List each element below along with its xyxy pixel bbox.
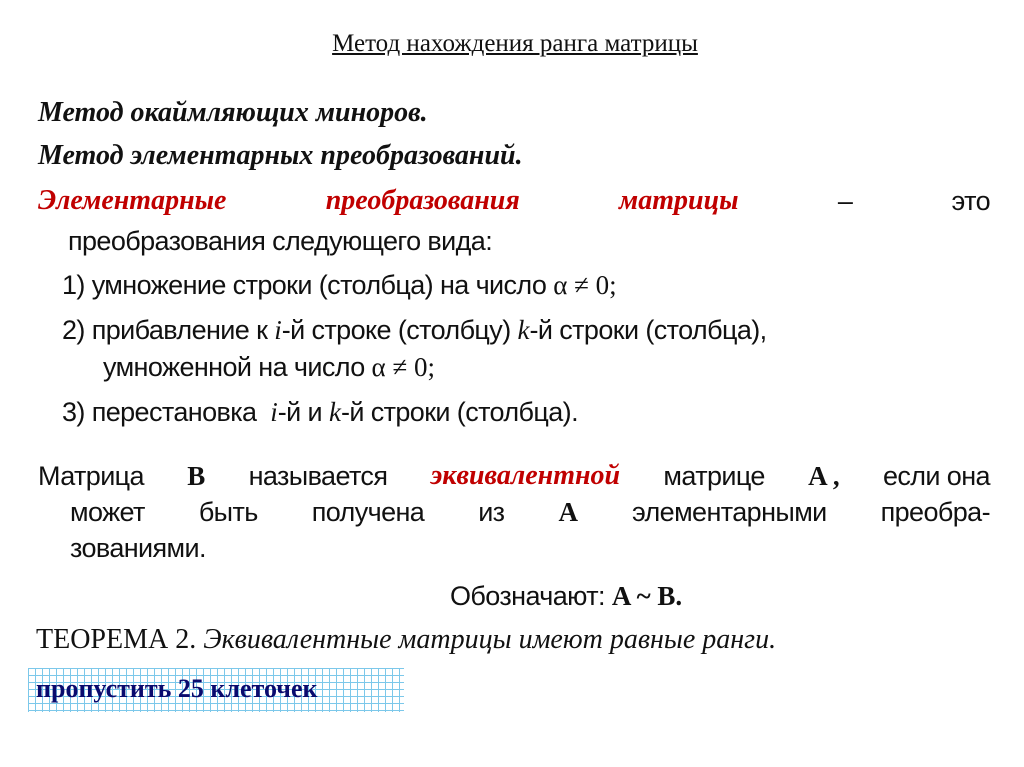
index-i: i [274, 315, 282, 345]
equiv-line-2 [70, 495, 990, 529]
item-text: 2) прибавление к [62, 315, 275, 345]
method-1: Метод окаймляющих миноров. [38, 97, 428, 128]
item-text: умноженной на число [103, 352, 372, 382]
term-word: Элементарные [38, 185, 227, 216]
term-word: преобразования [325, 185, 520, 216]
equiv-line-1 [38, 459, 990, 493]
theorem-label: ТЕОРЕМА 2. [36, 624, 204, 655]
equiv-line-3: зованиями. [70, 533, 206, 563]
index-k: k [517, 315, 530, 345]
item-3 [62, 395, 578, 429]
item-text: -й строке (столбцу) [281, 315, 518, 345]
theorem-text: Эквивалентные матрицы имеют равные ранги. [203, 624, 777, 655]
word: элементарными [631, 497, 827, 527]
item-text: 1) умножение строки (столбца) на число [62, 270, 554, 300]
word: Матрица [38, 461, 144, 491]
grid-note-box [28, 668, 404, 712]
word: может [70, 497, 145, 527]
theorem [36, 623, 776, 657]
word: преобра- [880, 497, 990, 527]
slide-title: Метод нахождения ранга матрицы [332, 30, 698, 57]
definition-line [38, 184, 990, 218]
item-1 [62, 268, 617, 302]
method-2: Метод элементарных преобразований. [38, 140, 523, 171]
word: матрице [663, 461, 765, 491]
definition-rest: преобразования следующего вида: [68, 226, 493, 256]
matrix-b: B [187, 461, 206, 491]
item-2-cont [103, 350, 435, 384]
item-text: -й и [277, 397, 329, 427]
notation-label: Обозначают: [450, 581, 612, 611]
index-k: k [328, 397, 341, 427]
notation-formula: A ~ B. [611, 581, 683, 611]
dash: – [837, 186, 853, 216]
alpha-condition: α ≠ 0; [553, 270, 617, 300]
equiv-term: эквивалентной [430, 460, 621, 491]
item-text: 3) перестановка [62, 397, 264, 427]
grid-note-text: пропустить 25 клеточек [36, 674, 318, 703]
word: быть [198, 497, 258, 527]
item-text: -й строки (столбца). [340, 397, 578, 427]
word: из [478, 497, 505, 527]
matrix-a: A [558, 497, 578, 527]
term-word: матрицы [619, 185, 739, 216]
index-i: i [270, 397, 278, 427]
eto: это [951, 186, 990, 216]
matrix-a: A , [808, 461, 840, 491]
word: называется [248, 461, 388, 491]
item-text: -й строки (столбца), [529, 315, 767, 345]
notation [450, 579, 682, 613]
item-2 [62, 313, 767, 347]
word: если она [882, 461, 990, 491]
word: получена [311, 497, 425, 527]
alpha-condition: α ≠ 0; [371, 352, 436, 382]
